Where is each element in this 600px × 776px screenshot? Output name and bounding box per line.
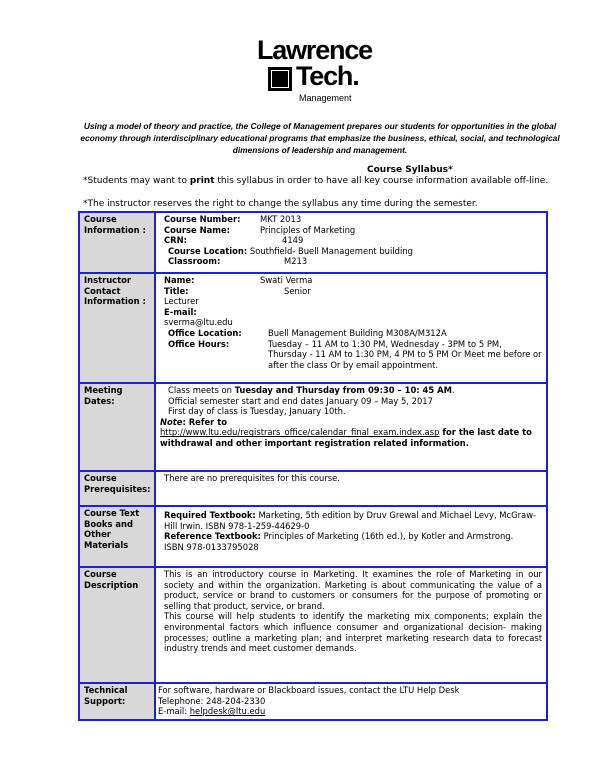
syllabus-title: Course Syllabus* [367, 165, 453, 175]
meeting-label: Meeting Dates: [79, 383, 155, 471]
description-row [79, 567, 547, 683]
instructor-label: Instructor Contact Information : [79, 273, 155, 383]
description-cell: This is an introductory course in Marketing. It examines the role of Marketing in our society and within the organization. Marketing is about communicating the value of a product, service or brand to customers or consumers for the purpose of promoting or selling that product, service, or brand. This course will help students to identify the marketing mix components; explain the environmental factors which influence consumer and organizational decision- making processes; outline a marketing plan; and interpret marketing research data to forecast industry trends and meet customer demands. [155, 567, 547, 683]
helpdesk-email-link[interactable]: helpdesk@ltu.edu [189, 706, 266, 717]
support-cell: For software, hardware or Blackboard issues, contact the LTU Help Desk Telephone: 248-204-2330 E-mail: helpdesk@ltu.edu [155, 683, 547, 720]
description-label: Course Description [79, 567, 155, 683]
print-note: *Students may want to print this syllabus in order to have all key course information available off-line. [83, 176, 549, 186]
meeting-row [79, 383, 547, 471]
seal-icon [268, 67, 292, 91]
instructor-cell: Name: Swati Verma Title: Senior Lecturer E-mail: sverma@ltu.edu Office Location: Buell Management Building M308A/M312A Office Hours: Tuesday – 11 AM to 1:30 PM, Wednesday - 3PM to 5 PM, Thursday - 11 AM to 1:30 PM, 4 PM to 5 PM Or Meet me before or after the class Or by email appointment. [155, 273, 547, 383]
reserve-note: *The instructor reserves the right to change the syllabus any time during the semester. [83, 199, 478, 209]
course-info-label: Course Information : [79, 212, 155, 273]
prereq-row [79, 471, 547, 506]
support-label: Technical Support: [79, 683, 155, 720]
mission-statement: Using a model of theory and practice, the College of Management prepares our students for opportunities in the global economy through interdisciplinary educational programs that emphasize the business, ethical, social, and technological dimensions of leadership and management. [80, 121, 560, 155]
prereq-cell: There are no prerequisites for this course. [155, 471, 547, 506]
logo-subtitle: Management [299, 93, 352, 103]
lawrence-tech-logo [255, 36, 385, 106]
textbooks-label: Course Text Books and Other Materials [79, 506, 155, 567]
registrar-calendar-link[interactable]: http://www.ltu.edu/registrars_office/calendar_final_exam.index.asp [160, 427, 440, 438]
logo-line2: Tech. [296, 61, 359, 91]
textbooks-row [79, 506, 547, 567]
instructor-row [79, 273, 547, 383]
support-row [79, 683, 547, 720]
syllabus-table [78, 211, 548, 721]
meeting-cell: Class meets on Tuesday and Thursday from 09:30 – 10: 45 AM. Official semester start and end dates January 09 – May 5, 2017 First day of class is Tuesday, January 10th. Note: Refer to http://www.ltu.edu/registrars_office/calendar_final_exam.index.asp for the last date to withdrawal and other important registration related information. [155, 383, 547, 471]
prereq-label: Course Prerequisites: [79, 471, 155, 506]
course-info-cell: Course Number: MKT 2013 Course Name: Principles of Marketing CRN: 4149 Course Location: Southfield- Buell Management building Classroom: M213 [155, 212, 547, 273]
textbooks-cell: Required Textbook: Marketing, 5th edition by Druv Grewal and Michael Levy, McGraw-Hill Irwin. ISBN 978-1-259-44629-0 Reference Textbook: Principles of Marketing (16th ed.), by Kotler and Armstrong. ISBN 978-0133795028 [155, 506, 547, 567]
course-info-row [79, 212, 547, 273]
logo-line1: Lawrence [257, 35, 372, 65]
